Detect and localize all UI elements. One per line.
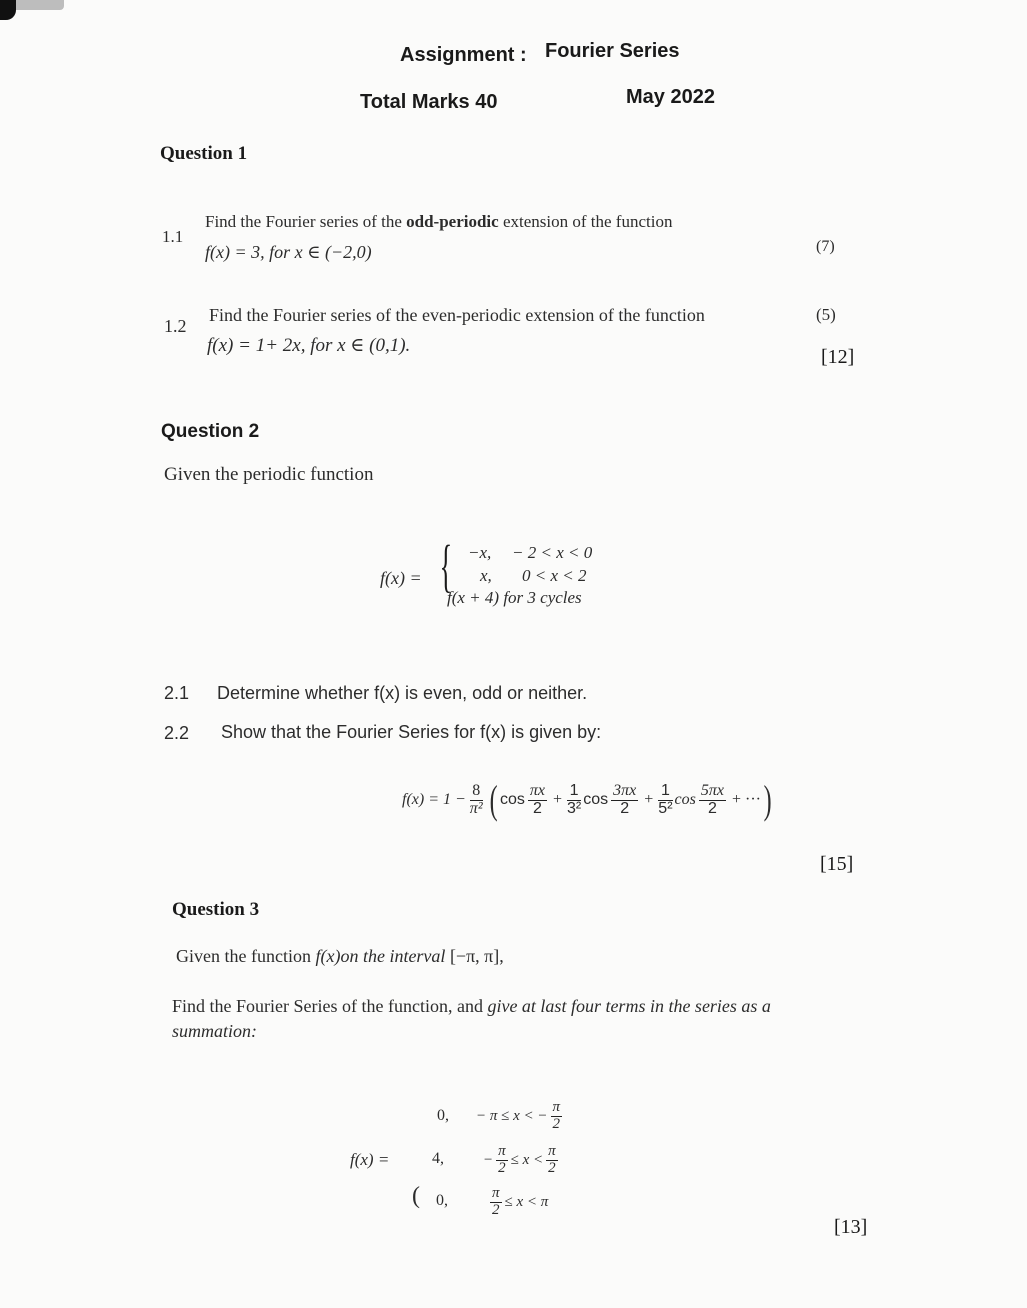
series-close-paren: )	[763, 777, 772, 822]
q1-heading: Question 1	[160, 143, 248, 164]
series-lhs: f(x) = 1 −	[402, 791, 466, 808]
q3-row2-mid: ≤ x <	[510, 1151, 544, 1168]
q3-intro-italic: f(x)on the interval	[315, 946, 446, 966]
q2-row1-cond: − 2 < x < 0	[512, 543, 593, 562]
q1-1-text	[205, 212, 672, 232]
q3-row2-val: 4,	[432, 1150, 444, 1167]
series-coef3	[658, 783, 672, 818]
date: May 2022	[626, 86, 715, 108]
q2-series-formula	[402, 774, 774, 826]
series-c3-den: 5²	[658, 799, 673, 817]
series-c2-den: 3²	[567, 799, 582, 817]
q2-row3: f(x + 4) for 3 cycles	[447, 588, 582, 607]
q3-row2-frac1	[496, 1144, 508, 1177]
series-term1	[528, 783, 547, 818]
q3-row2-minus: −	[483, 1151, 494, 1168]
q3-row3-den: 2	[492, 1201, 500, 1218]
q2-piecewise-brace: {	[439, 533, 453, 598]
series-coef-num: 8	[470, 783, 483, 801]
q3-task-pre: Find the Fourier Series of the function, and	[172, 996, 488, 1016]
q3-row1-cond	[476, 1096, 562, 1136]
q1-1-text-post: extension of the function	[498, 212, 673, 231]
assignment-label: Assignment :	[400, 44, 527, 66]
q3-row3-num: π	[492, 1184, 500, 1201]
series-plus-2: +	[644, 791, 654, 808]
q3-intro	[176, 946, 504, 967]
series-tail: + ···	[731, 791, 761, 808]
q2-row2-cond: 0 < x < 2	[522, 566, 587, 585]
assignment-topic: Fourier Series	[545, 40, 680, 62]
series-cos-3: cos	[674, 791, 696, 808]
q3-row1-val: 0,	[437, 1107, 449, 1124]
q2-total-marks: [15]	[820, 853, 854, 875]
series-plus-1: +	[552, 791, 562, 808]
q1-2-formula: f(x) = 1+ 2x, for x ∈ (0,1).	[207, 335, 411, 356]
q1-1-number: 1.1	[162, 227, 184, 246]
series-t1-num: πx	[529, 781, 545, 799]
q1-1-formula: f(x) = 3, for x ∈ (−2,0)	[205, 242, 372, 262]
q3-intro-post: [−π, π],	[445, 946, 504, 966]
q3-row2-num1: π	[498, 1142, 506, 1159]
q3-row3-cond-post: ≤ x < π	[504, 1193, 549, 1210]
q3-heading: Question 3	[172, 899, 260, 920]
q2-1-text: Determine whether f(x) is even, odd or neither.	[217, 683, 588, 703]
q3-intro-pre: Given the function	[176, 946, 316, 966]
series-t3-den: 2	[707, 799, 717, 817]
q1-1-marks: (7)	[816, 238, 835, 255]
series-term3	[699, 783, 726, 818]
q3-row3-frac	[490, 1186, 502, 1219]
scan-corner-shadow	[0, 0, 16, 20]
total-marks: Total Marks 40	[360, 91, 498, 113]
series-t1-den: 2	[532, 799, 542, 817]
q3-row1-cond-pre: − π ≤ x < −	[476, 1107, 548, 1124]
q3-task-italic: give at last four terms in the series as a	[487, 996, 771, 1016]
series-cos-2: cos	[583, 791, 609, 808]
q3-row1-den: 2	[552, 1115, 561, 1132]
series-open-paren: (	[489, 777, 498, 822]
q3-row1-frac	[551, 1100, 563, 1133]
series-coef2	[567, 783, 581, 818]
q1-2-number: 1.2	[164, 316, 187, 336]
series-coef-den: π²	[469, 799, 483, 817]
q2-row2-expr: x,	[480, 566, 492, 585]
q1-1-text-bold: odd-periodic	[406, 212, 499, 231]
series-c2-num: 1	[567, 783, 581, 801]
q2-piecewise-lhs: f(x) =	[380, 568, 422, 588]
q2-intro: Given the periodic function	[164, 464, 374, 485]
q3-total-marks: [13]	[834, 1216, 868, 1238]
q3-row1-num: π	[552, 1098, 561, 1115]
q3-row2-num2: π	[548, 1142, 556, 1159]
q2-2-number: 2.2	[164, 723, 190, 743]
q1-total-marks: [12]	[821, 346, 855, 368]
series-coef	[470, 783, 483, 818]
q2-1-number: 2.1	[164, 683, 190, 703]
q2-heading: Question 2	[161, 421, 260, 442]
q2-row1-expr: −x,	[468, 543, 492, 562]
q3-brace-fragment: (	[412, 1183, 420, 1209]
series-t2-num: 3πx	[613, 781, 637, 799]
series-t3-num: 5πx	[700, 781, 724, 799]
q1-2-marks: (5)	[816, 305, 836, 324]
series-cos-1: cos	[499, 791, 525, 808]
q3-row2-frac2	[546, 1144, 558, 1177]
q3-row3-val: 0,	[436, 1192, 448, 1209]
q3-piecewise-lhs: f(x) =	[350, 1150, 390, 1169]
q3-task-line1	[172, 996, 771, 1017]
series-term2	[611, 783, 638, 818]
q3-row2-cond	[483, 1140, 558, 1180]
q3-task-line2: summation:	[172, 1021, 257, 1041]
q1-1-text-pre: Find the Fourier series of the	[205, 212, 407, 231]
series-t2-den: 2	[620, 799, 630, 817]
q3-row2-den2: 2	[548, 1159, 556, 1176]
q3-row2-den1: 2	[498, 1159, 506, 1176]
q3-row3-cond	[490, 1182, 548, 1222]
q2-2-text: Show that the Fourier Series for f(x) is given by:	[221, 722, 602, 742]
series-c3-num: 1	[658, 783, 672, 801]
q1-2-text: Find the Fourier series of the even-periodic extension of the function	[209, 305, 705, 325]
